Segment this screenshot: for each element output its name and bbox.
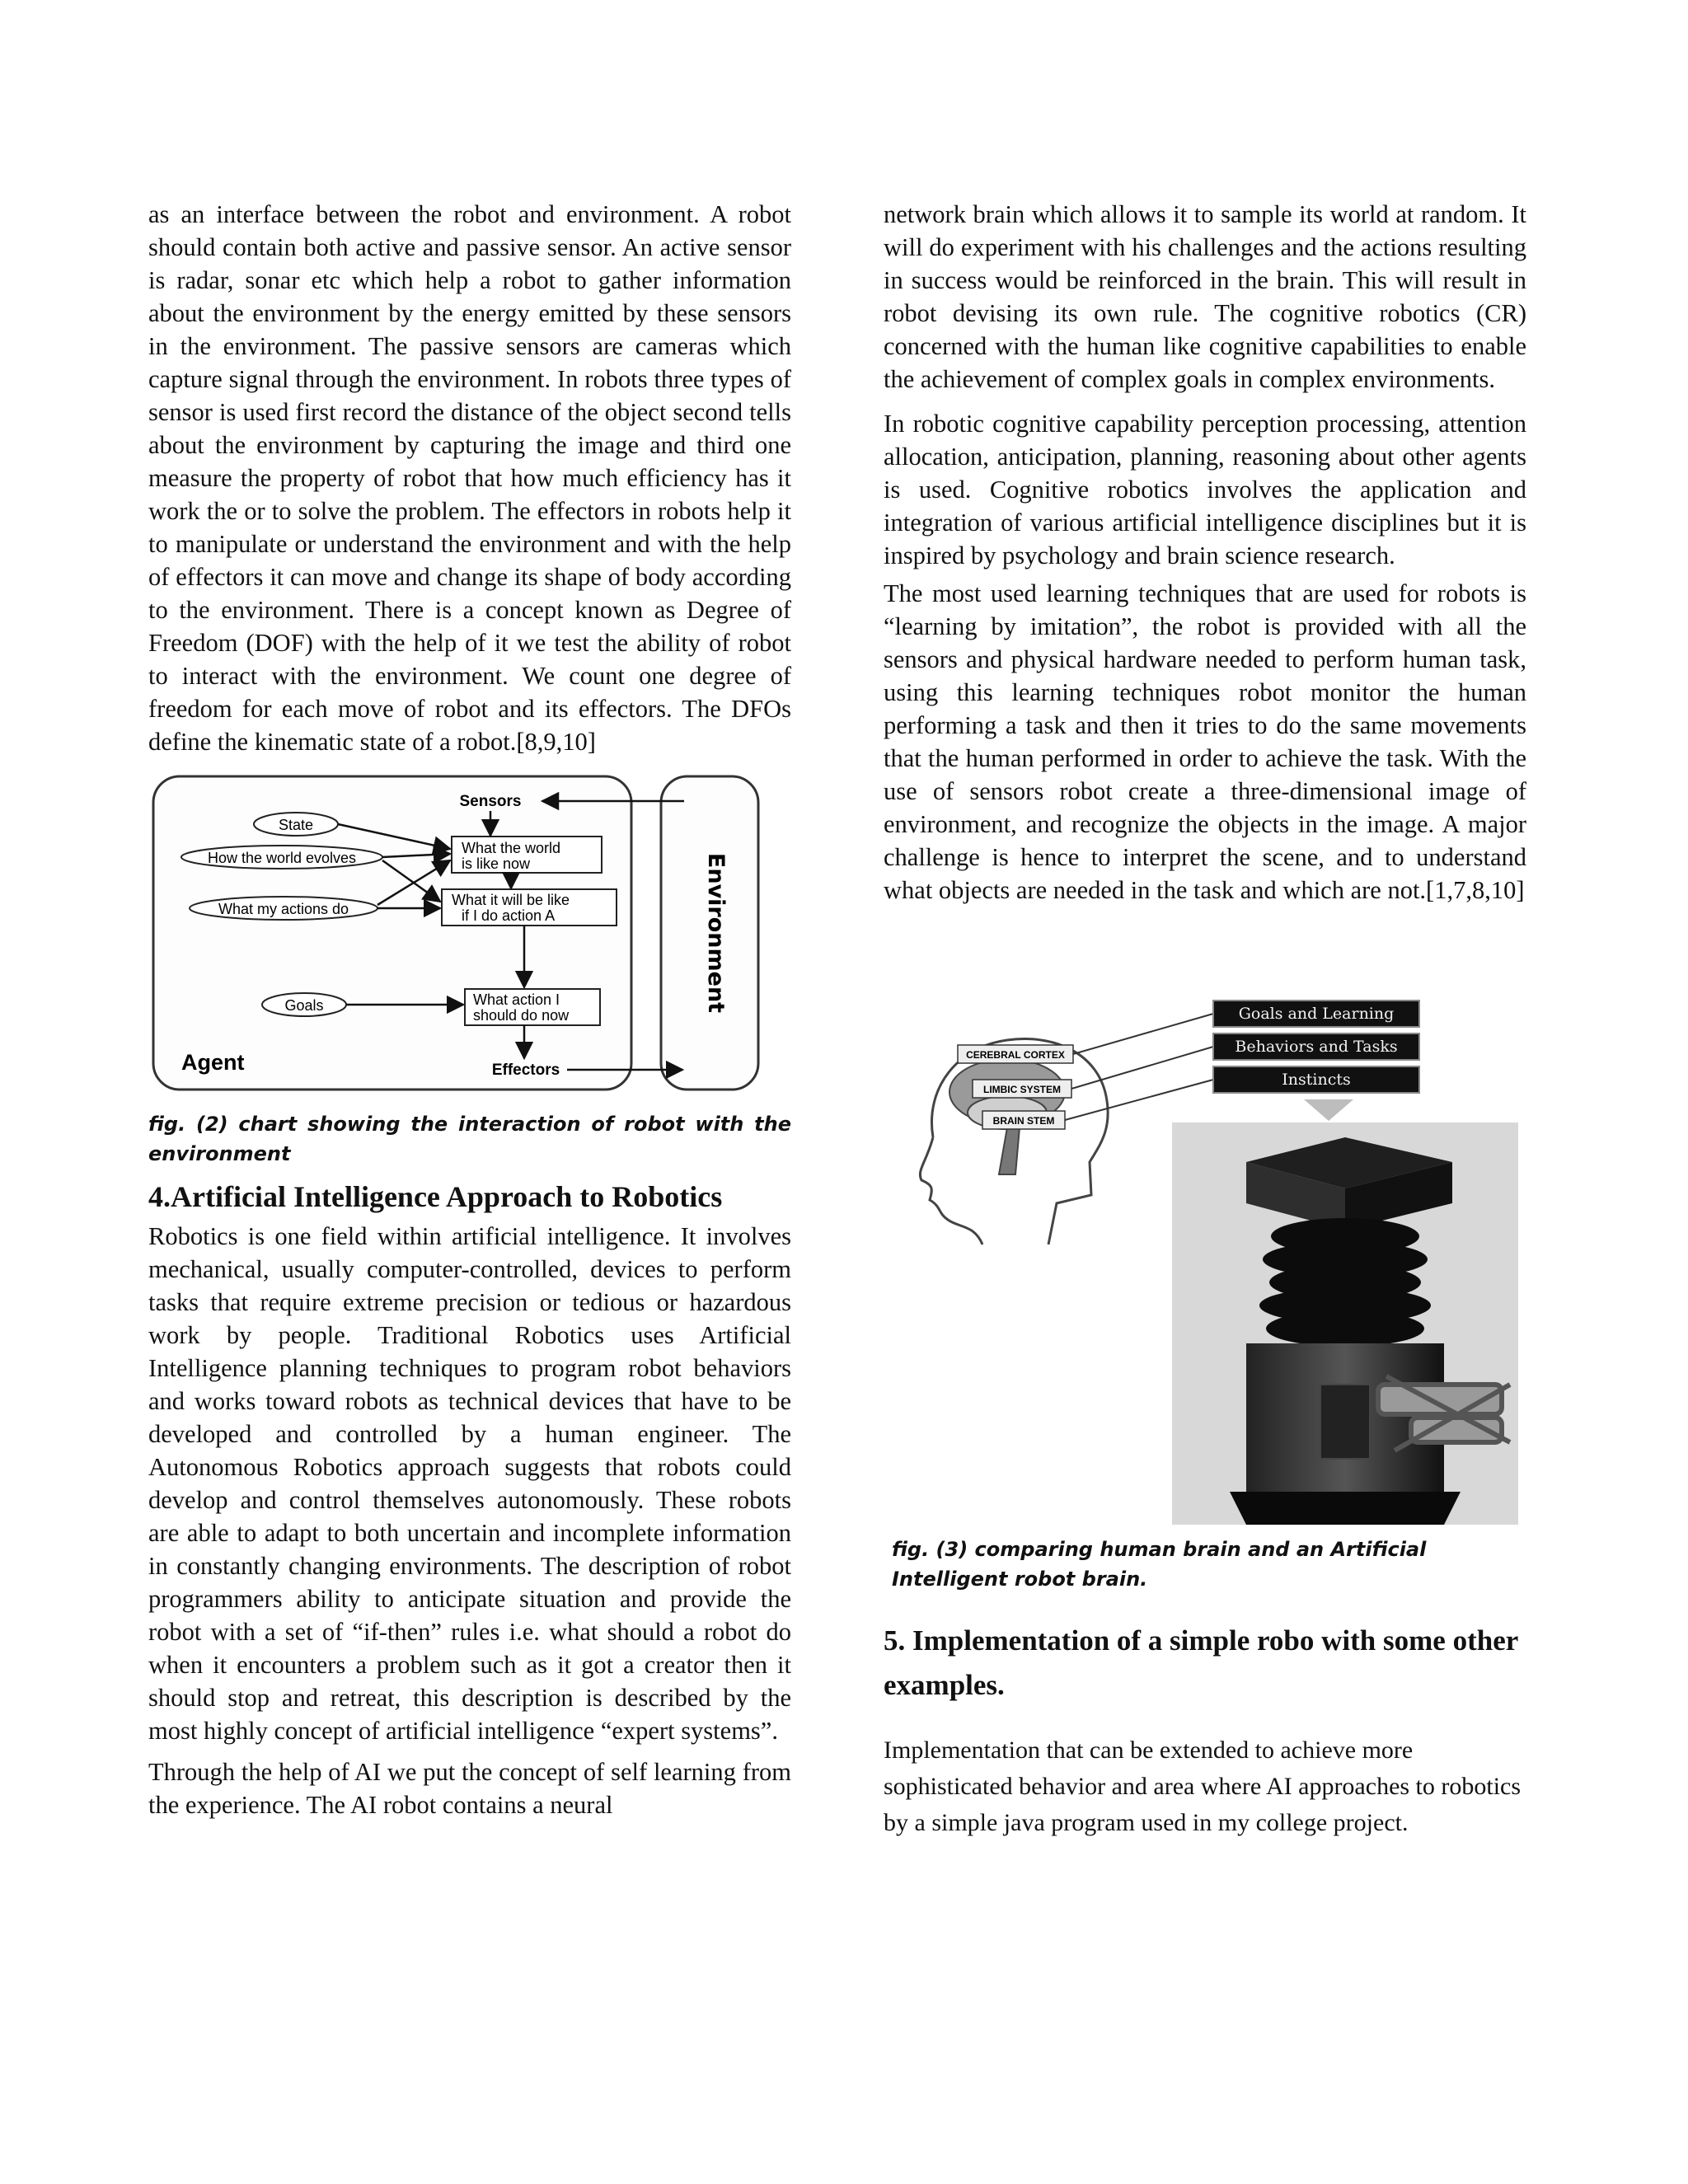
left-paragraph-2: Robotics is one field within artificial intelligence. It involves mechanical, usually computer-controlled, devices to perform tasks that require extreme precision or tedious or hazardous work by people. Traditional Robotics uses Artificial Intelligence planning techniques to program robot behaviors and works toward robots as technical devices that have to be developed and controlled by a human engineer. The Autonomous Robotics approach suggests that robots could develop and control themselves autonomously. These robots are able to adapt to both uncertain and incomplete information in constantly changing environments. The description of robot programmers ability to anticipate situation and provide the robot with a set of “if-then” rules i.e. what should a robot do when it encounters a problem such as it got a creator then it should stop and retreat, this description is described by the most highly concept of artificial intelligence “expert systems”. — [148, 1222, 791, 1745]
robot-bellows — [1259, 1218, 1431, 1347]
right-paragraph-2: In robotic cognitive capability perception processing, attention allocation, anticipation, planning, reasoning about other agents is used. Cognitive robotics involves the application and integration of various artificial intelligence disciplines but it is inspired by psychology and brain science research. — [884, 410, 1526, 569]
right-paragraph-3: The most used learning techniques that are used for robots is “learning by imitation”, the robot is provided with all the sensors and physical hardware needed to perform human task, using this learning techniques robot monitor the human performing a task and then it tries to do the same movements that the human performed in order to achieve the task. With the use of sensors robot create a three-dimensional image of environment, and recognize the objects in the image. A major challenge is hence to interpret the scene, and to understand what objects are needed in the task and which are not.[1,7,8,10] — [884, 579, 1526, 904]
figure-2-caption: fig. (2) chart showing the interaction of robot with the environment — [148, 1113, 791, 1165]
effectors-label: Effectors — [491, 1062, 560, 1079]
left-paragraph-1: as an interface between the robot and environment. A robot should contain both active and passive sensor. An active sensor is radar, sonar etc which help a robot to gather information about the environment by the energy emitted by these sensors in the environment. The passive sensors are cameras which capture signal through the environment. In robots three types of sensor is used first record the distance of the object second tells about the environment by capturing the image and third one measure the property of robot that how much efficiency has it work the or to solve the problem. The effectors in robots help it to manipulate or understand the environment and with the help of effectors it can move and change its shape of body according to the environment. There is a concept known as Degree of Freedom (DOF) with the help of it we test the ability of robot to interact with the environment. We count one degree of freedom for each move of robot and its effectors. The DFOs define the kinematic state of a robot.[8,9,10] — [148, 200, 791, 756]
brain-vs-robot-figure — [884, 997, 1526, 1525]
behaviors-tasks-label: Behaviors and Tasks — [1235, 1038, 1398, 1056]
left-column — [148, 198, 791, 1821]
figure-3-caption: fig. (3) comparing human brain and an Artificial Intelligent robot brain. — [892, 1538, 1427, 1591]
brain-stem-shape — [999, 1127, 1020, 1174]
environment-label: Environment — [703, 852, 729, 1014]
section-5-heading: 5. Implementation of a simple robo with some other examples. — [884, 1624, 1518, 1701]
brain-stem-label: BRAIN STEM — [992, 1115, 1055, 1127]
action-line2: should do now — [473, 1007, 570, 1024]
will-be-line1: What it will be like — [452, 892, 570, 908]
goals-learning-label: Goals and Learning — [1238, 1005, 1395, 1023]
instincts-label: Instincts — [1282, 1071, 1351, 1089]
agent-environment-diagram — [148, 768, 791, 1106]
down-pointer-icon — [1304, 1099, 1353, 1121]
actions-do-label: What my actions do — [218, 901, 349, 917]
action-line1: What action I — [473, 991, 560, 1008]
state-label: State — [278, 817, 314, 833]
will-be-line2: if I do action A — [462, 907, 556, 924]
agent-label: Agent — [181, 1050, 245, 1075]
world-now-line2: is like now — [462, 855, 531, 872]
limbic-system-label: LIMBIC SYSTEM — [982, 1084, 1062, 1095]
agent-frame — [153, 776, 631, 1090]
goals-label: Goals — [284, 997, 324, 1014]
world-now-line1: What the world — [462, 840, 561, 856]
right-paragraph-1: network brain which allows it to sample its world at random. It will do experiment with his challenges and the actions resulting in success would be reinforced in the brain. This will result in robot devising its own rule. The cognitive robotics (CR) concerned with the human like cognitive capabilities to enable the achievement of complex goals in complex environments. — [884, 200, 1526, 393]
world-evolves-label: How the world evolves — [207, 850, 357, 866]
left-paragraph-3: Through the help of AI we put the concept of self learning from the experience. The AI robot contains a neural — [148, 1758, 791, 1819]
right-paragraph-4: Implementation that can be extended to achieve more sophisticated behavior and area where AI approaches to robotics by a simple java program used in my college project. — [884, 1736, 1522, 1836]
sensors-label: Sensors — [459, 793, 522, 810]
section-4-heading: 4.Artificial Intelligence Approach to Robotics — [148, 1180, 723, 1213]
right-column — [884, 198, 1526, 1841]
cerebral-cortex-label: CEREBRAL CORTEX — [966, 1049, 1065, 1061]
